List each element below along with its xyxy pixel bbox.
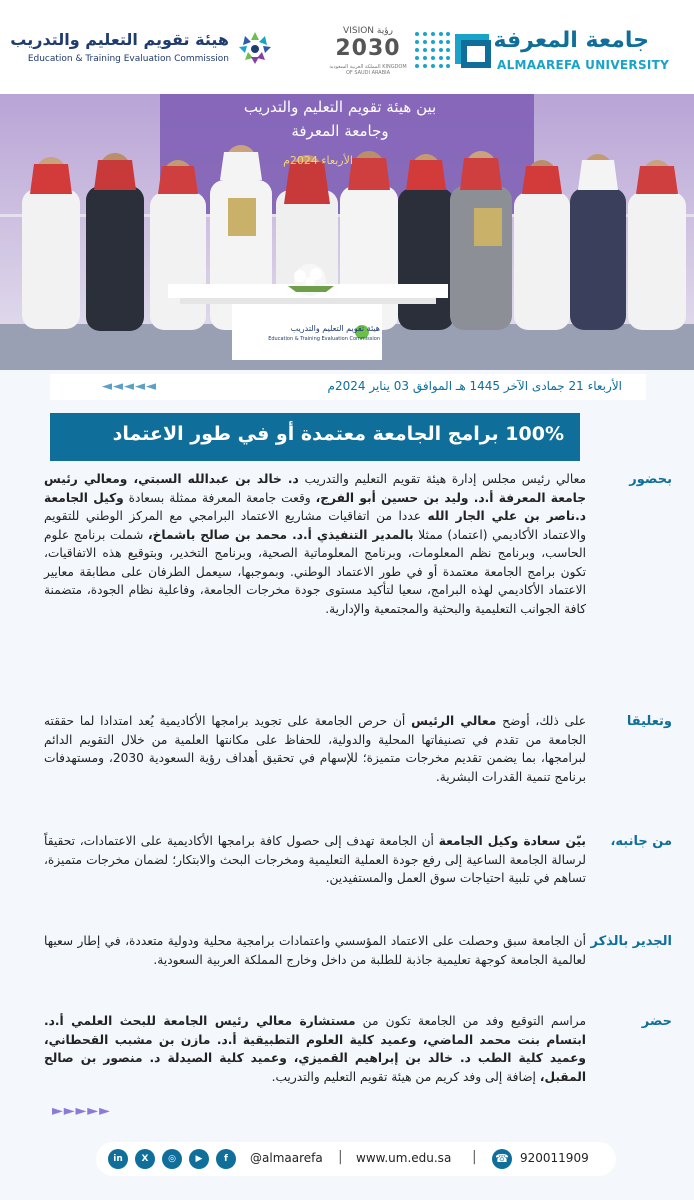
banner-line-2: وجامعة المعرفة <box>291 122 389 140</box>
signing-ceremony-photo <box>0 94 694 370</box>
section-label-vice: من جانبه، <box>610 834 672 849</box>
vision-label: VISION رؤية <box>343 26 393 36</box>
date-bar <box>50 374 646 400</box>
dot-pattern-icon <box>413 30 451 72</box>
etec-name-ar: هيئة تقويم التعليم والتدريب <box>10 30 229 49</box>
linkedin-icon[interactable]: in <box>108 1149 128 1169</box>
vision-kingdom: المملكة العربية السعودية KINGDOM OF SAUDI ARABIA <box>329 64 407 76</box>
banner-date: الأربعاء 2024م <box>283 154 353 167</box>
etec-flower-icon <box>235 30 275 66</box>
section-paragraph-attendance: معالي رئيس مجلس إدارة هيئة تقويم التعليم والتدريب د. خالد بن عبدالله السبتي، ومعالي رئيس جامعة المعرفة أ.د. وليد بن حسين أبو الفرج، وقعت جامعة المعرفة ممثلة بسعادة وكيل الجامعة د.ناصر بن علي الجار الله عددا من اتفاقيات مشاريع الاعتماد البرامجي مع المركز الوطني للتقويم والاعتماد الأكاديمي (اعتماد) ممثلا بالمدير التنفيذي أ.د. محمد بن صالح باشماخ، شملت برنامج علوم الحاسب، وبرنامج نظم المعلومات، وبرنامج المعلوماتية الصحية، وبرنامج التخدير، وبتوقيع هذه الاتفاقيات، تكون برامج الجامعة معتمدة أو في طور الاعتماد الوطني. وبموجبها، سيعمل الطرفان على مطابقة معايير الاعتماد الأكاديمي لهذه البرامج، سعيا لتأكيد مستوى جودة مخرجات الجامعة، وفاعلية نظام الجودة، متضمنة كافة الجوانب التعليمية والبحثية والمجتمعية والإدارية. <box>44 472 587 616</box>
phone-number[interactable]: 920011909 <box>520 1151 589 1165</box>
vision-year: 2030 <box>335 36 401 61</box>
etec-name-en: Education & Training Evaluation Commission <box>27 54 229 64</box>
university-name-en: ALMAAREFA UNIVERSITY <box>497 58 670 72</box>
date-arrows-icon: ◄◄◄◄◄ <box>102 379 157 394</box>
contact-footer <box>96 1142 616 1176</box>
x-twitter-icon[interactable]: X <box>135 1149 155 1169</box>
date-text: الأربعاء 21 جمادى الآخر 1445 هـ الموافق 03 يناير 2024م <box>327 379 622 393</box>
section-label-attendance: بحضور <box>629 472 672 487</box>
section-paragraph-comment: على ذلك، أوضح معالي الرئيس أن حرص الجامعة على تجويد برامجها الأكاديمية يُعد امتدادا لما حققته الجامعة من تقدم في تصنيفاتها المحلية والدولية، للحفاظ على مكانتها العلمية من خلال التقويم الدائم لبرامجها، بما يضمن تقديم مخرجات متميزة؛ للإسهام في تحقيق أهداف رؤية السعودية 2030، ومستهدفات برنامج تنمية القدرات البشرية. <box>44 714 587 784</box>
section-paragraph-attended: مراسم التوقيع وفد من الجامعة تكون من مستشارة معالي رئيس الجامعة للبحث العلمي أ.د. ابتسام بنت محمد الماضي، وعميد كلية العلوم التطبيقية أ.د. مازن بن مشبب القحطاني، وعميد كلية الطب د. خالد بن إبراهيم القميزي، وعميد كلية الصيدلة د. منصور بن صالح المقبل، إضافة إلى وفد كريم من هيئة تقويم التعليم والتدريب. <box>44 1014 587 1084</box>
social-handle[interactable]: @almaarefa <box>250 1151 323 1165</box>
university-name-ar: جامعة المعرفة <box>493 28 649 53</box>
website-link[interactable]: www.um.edu.sa <box>356 1151 452 1165</box>
vision-2030-logo <box>326 26 410 74</box>
section-label-note: الجدير بالذكر <box>590 934 672 949</box>
headline-banner <box>50 413 580 461</box>
facebook-icon[interactable]: f <box>216 1149 236 1169</box>
bottom-arrows-icon: ►►►►► <box>52 1103 111 1119</box>
section-paragraph-note: أن الجامعة سبق وحصلت على الاعتماد المؤسسي واعتمادات برامجية محلية ودولية متعددة، في إطار سعيها لعالمية الجامعة كوجهة تعليمية جاذبة للطلبة من داخل وخارج المملكة العربية السعودية. <box>44 934 586 967</box>
table-sign-ar: هيئة تقويم التعليم والتدريب <box>290 324 380 333</box>
banner-line-1: بين هيئة تقويم التعليم والتدريب <box>243 98 437 116</box>
instagram-icon[interactable]: ◎ <box>162 1149 182 1169</box>
phone-icon: ☎ <box>492 1149 512 1169</box>
university-logo <box>413 28 670 78</box>
section-label-comment: وتعليقا <box>626 714 672 729</box>
footer-separator: | <box>472 1149 477 1165</box>
table-sign-en: Education & Training Evaluation Commission <box>268 336 380 342</box>
open-book-icon <box>453 32 493 70</box>
section-label-attended: حضر <box>641 1014 672 1029</box>
page-header <box>0 0 694 94</box>
youtube-icon[interactable]: ▶ <box>189 1149 209 1169</box>
section-paragraph-vice: بيّن سعادة وكيل الجامعة أن الجامعة تهدف إلى حصول كافة برامجها الأكاديمية على الاعتمادات، تحقيقاً لرسالة الجامعة الساعية إلى رفع جودة العملية التعليمية ومخرجات البحث والابتكار؛ لضمان مخرجات متميزة، تساهم في تلبية احتياجات سوق العمل والمستفيدين. <box>44 834 586 885</box>
etec-logo <box>10 26 275 72</box>
headline-text: 100% برامج الجامعة معتمدة أو في طور الاعتماد <box>112 423 564 445</box>
footer-separator: | <box>338 1149 343 1165</box>
